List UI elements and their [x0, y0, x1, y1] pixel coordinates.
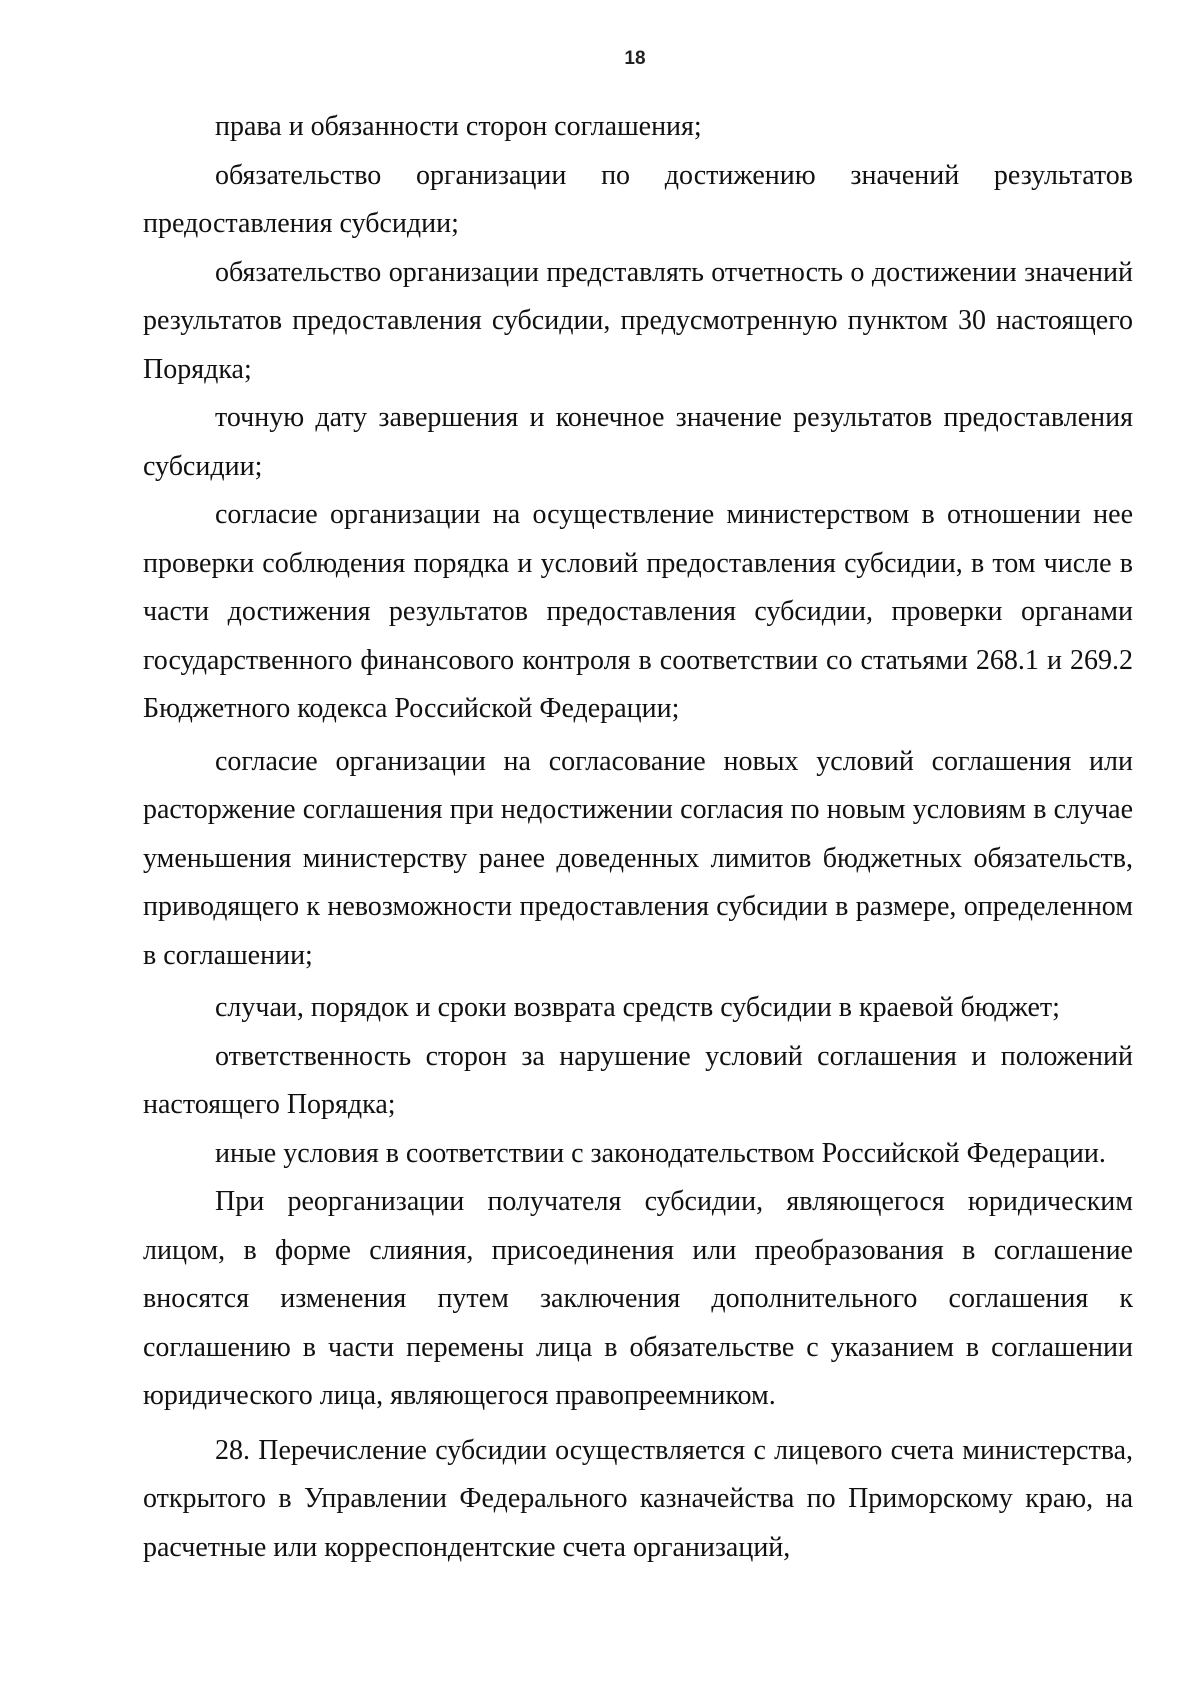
- paragraph-obligation-reporting: обязательство организации представлять отчетность о достижении значений результатов предоставления субсидии, предусмотренную пунктом 30 настоящего Порядка;: [143, 256, 1133, 385]
- paragraph-item-28: 28. Перечисление субсидии осуществляется с лицевого счета министерства, открытого в Управлении Федерального казначейства по Приморскому краю, на расчетные или корреспондентские счета организаций,: [143, 1434, 1133, 1563]
- paragraph-consent-new-terms: согласие организации на согласование новых условий соглашения или расторжение соглашения при недостижении согласия по новым условиям в случае уменьшения министерству ранее доведенных лимитов бюджетных обязательств, приводящего к невозможности предоставления субсидии в размере, определенном в соглашении;: [143, 745, 1133, 971]
- paragraph-other-conditions: иные условия в соответствии с законодательством Российской Федерации.: [215, 1137, 1106, 1169]
- paragraph-responsibility: ответственность сторон за нарушение условий соглашения и положений настоящего Порядка;: [143, 1040, 1133, 1120]
- paragraph-consent-inspection: согласие организации на осуществление министерством в отношении нее проверки соблюдения порядка и условий предоставления субсидии, в том числе в части достижения результатов предоставления субсидии, проверки органами государственного финансового контроля в соответствии со статьями 268.1 и 269.2 Бюджетного кодекса Российской Федерации;: [143, 499, 1133, 724]
- paragraph-completion-date: точную дату завершения и конечное значение результатов предоставления субсидии;: [143, 402, 1133, 482]
- paragraph-reorganization: При реорганизации получателя субсидии, являющегося юридическим лицом, в форме слияния, присоединения или преобразования в соглашение вносятся изменения путем заключения дополнительного соглашения к соглашению в части перемены лица в обязательстве с указанием в соглашении юридического лица, являющегося правопреемником.: [143, 1186, 1133, 1411]
- page-number: 18: [624, 48, 646, 69]
- paragraph-return-cases: случаи, порядок и сроки возврата средств субсидии в краевой бюджет;: [215, 992, 1060, 1023]
- paragraph-obligation-results: обязательство организации по достижению значений результатов предоставления субсидии;: [143, 159, 1133, 239]
- document-body: [143, 103, 1133, 1572]
- paragraph-rights-obligations: права и обязанности сторон соглашения;: [215, 111, 702, 142]
